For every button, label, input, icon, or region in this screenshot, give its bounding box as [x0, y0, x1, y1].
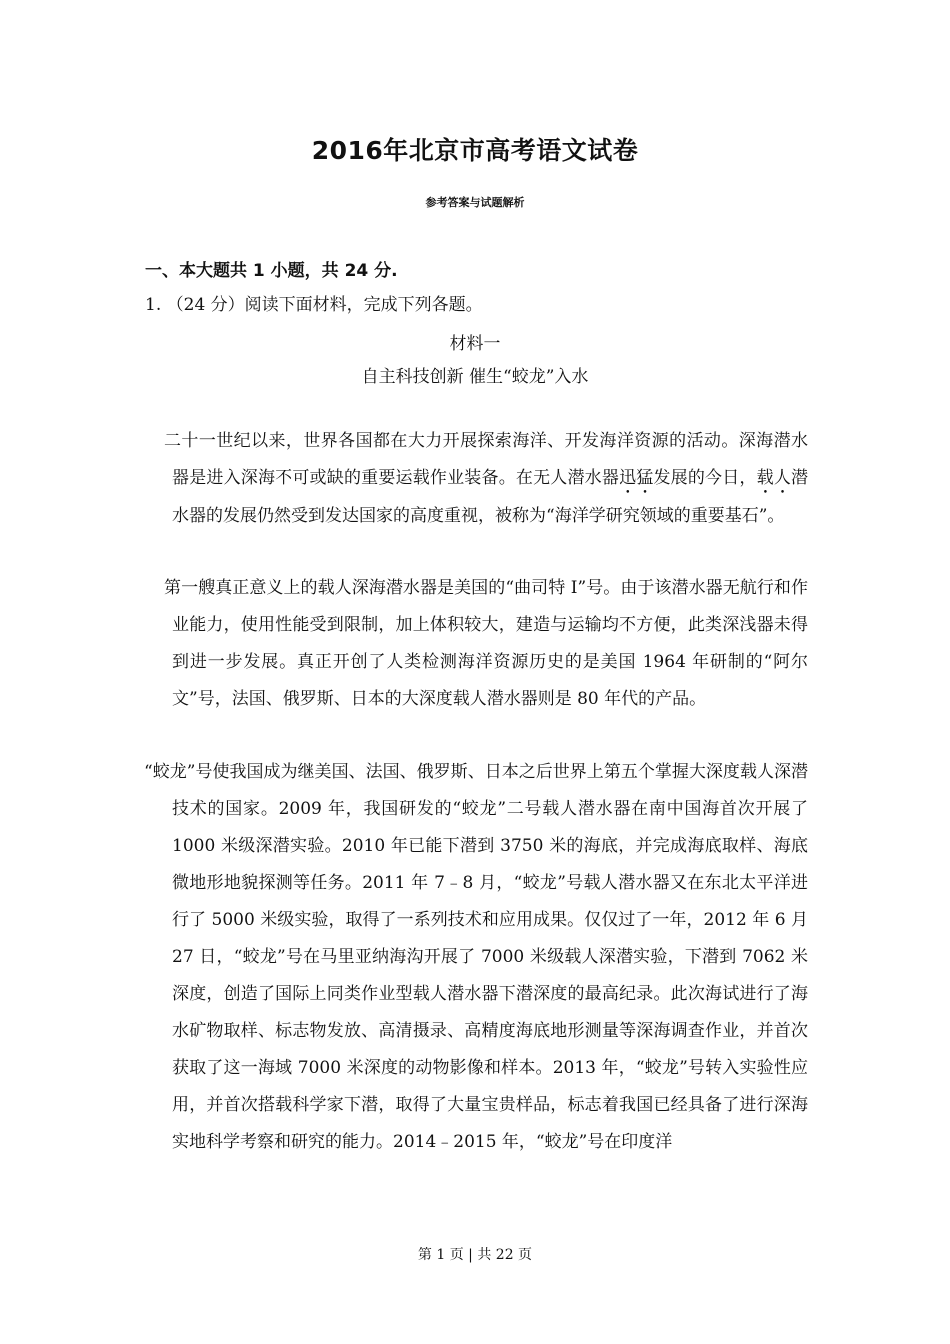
material-label: 材料一 — [449, 334, 501, 354]
emphasized-word-2: 载人 — [756, 468, 792, 488]
document-subtitle: 参考答案与试题解析 — [425, 196, 525, 209]
document-title: 2016年北京市高考语文试卷 — [311, 136, 639, 165]
page-footer: 第 1 页 | 共 22 页 — [417, 1247, 533, 1263]
paragraph-1 — [164, 423, 809, 535]
emphasized-word-1: 迅猛 — [619, 468, 654, 488]
paragraph-1-text-b: 发展的今日， — [653, 468, 757, 488]
material-title: 自主科技创新 催生“蛟龙”入水 — [361, 367, 589, 387]
paragraph-2: 第一艘真正意义上的载人深海潜水器是美国的“曲司特 I”号。由于该潜水器无航行和作业能力，使用性能受到限制，加上体积较大，建造与运输均不方便，此类深浅器未得到进一步发展。真正开创了人类检测海洋资源历史的是美国 1964 年研制的“阿尔文”号，法国、俄罗斯、日本的大深度载人潜水器则是 80 年代的产品。 — [164, 578, 808, 709]
section-heading: 一、本大题共 1 小题，共 24 分. — [145, 261, 398, 281]
question-line — [145, 290, 483, 315]
paragraph-1-text-a: 二十一世纪以来，世界各国都在大力开展探索海洋、开发海洋资源的活动。深海潜水器是进入深海不可或缺的重要运载作业装备。在无人潜水器 — [164, 431, 808, 488]
paragraph-3: “蛟龙”号使我国成为继美国、法国、俄罗斯、日本之后世界上第五个掌握大深度载人深潜技术的国家。2009 年，我国研发的“蛟龙”二号载人潜水器在南中国海首次开展了 1000 米级深潜实验。2010 年已能下潜到 3750 米的海底，并完成海底取样、海底微地形地貌探测等任务。2011 年 7﹣8 月，“蛟龙”号载人潜水器又在东北太平洋进行了 5000 米级实验，取得了一系列技术和应用成果。仅仅过了一年，2012 年 6 月 27 日，“蛟龙”号在马里亚纳海沟开展了 7000 米级载人深潜实验，下潜到 7062 米深度，创造了国际上同类作业型载人潜水器下潜深度的最高纪录。此次海试进行了海水矿物取样、标志物发放、高清摄录、高精度海底地形测量等深海调查作业，并首次获取了这一海域 7000 米深度的动物影像和样本。2013 年，“蛟龙”号转入实验性应用，并首次搭载科学家下潜，取得了大量宝贵样品，标志着我国已经具备了进行深海实地科学考察和研究的能力。2014﹣2015 年，“蛟龙”号在印度洋 — [144, 762, 808, 1152]
question-text: （24 分）阅读下面材料，完成下列各题。 — [166, 295, 483, 315]
paragraph-1-text-c: 潜水器的发展仍然受到发达国家的高度重视，被称为“海洋学研究领域的重要基石”。 — [172, 468, 809, 526]
question-number: 1. — [145, 295, 162, 315]
